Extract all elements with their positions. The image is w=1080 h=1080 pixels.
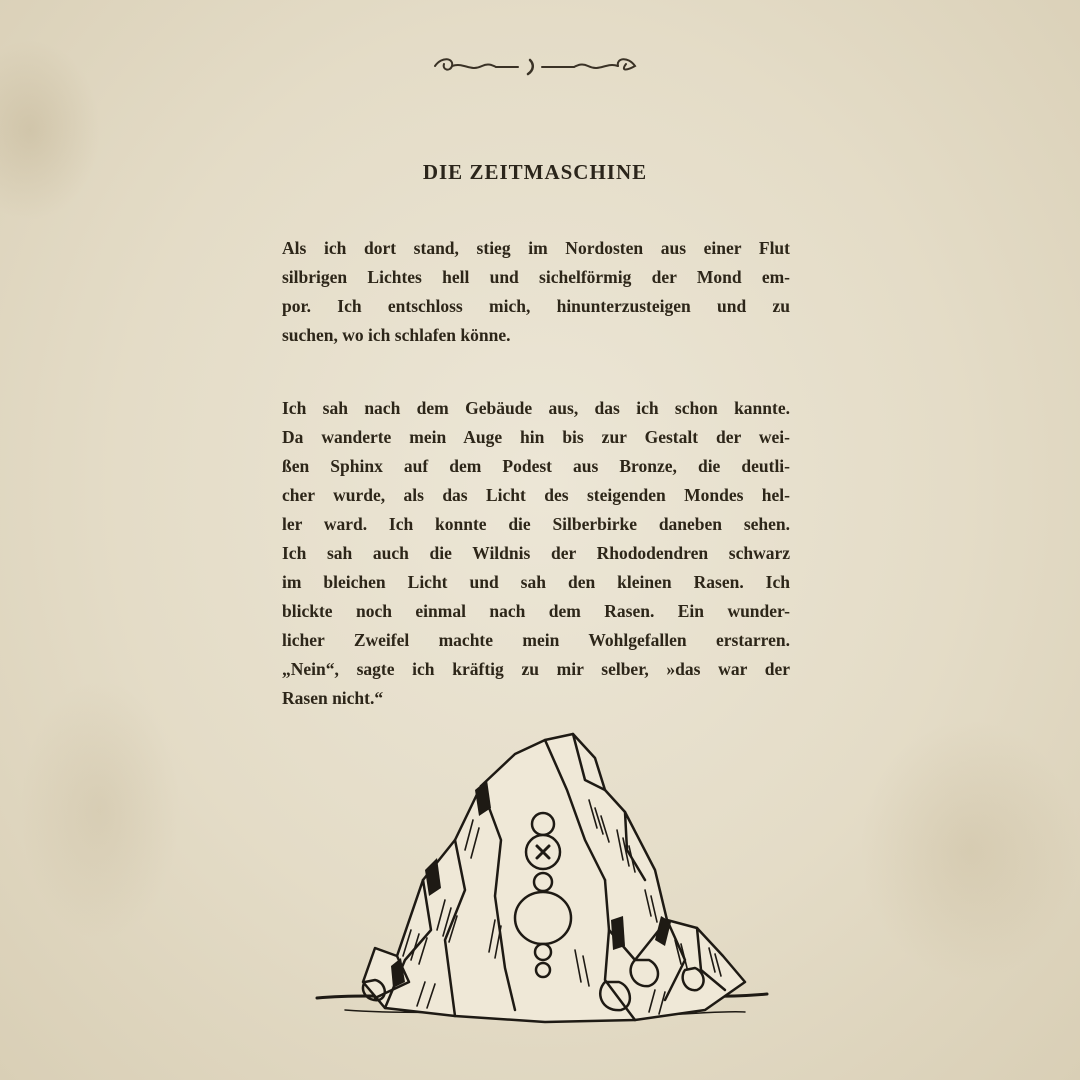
decorative-flourish-icon	[430, 50, 640, 80]
text-line: Rasen nicht.“	[282, 688, 384, 708]
text-line: ßen Sphinx auf dem Podest aus Bronze, die deutli-	[282, 456, 790, 476]
paragraph-2	[282, 394, 790, 713]
paper-stain	[0, 40, 100, 220]
paper-stain	[860, 720, 1080, 980]
text-line: cher wurde, als das Licht des steigenden Mondes hel-	[282, 485, 790, 505]
paragraph-1	[282, 234, 790, 350]
paper-stain	[20, 680, 180, 940]
carved-rock-illustration	[305, 720, 785, 1040]
text-line: „Nein“, sagte ich kräftig zu mir selber, »das war der	[282, 659, 790, 679]
text-line: ler ward. Ich konnte die Silberbirke daneben sehen.	[282, 514, 790, 534]
text-line: por. Ich entschloss mich, hinunterzusteigen und zu	[282, 296, 790, 316]
text-line: suchen, wo ich schlafen könne.	[282, 325, 511, 345]
text-line: im bleichen Licht und sah den kleinen Rasen. Ich	[282, 572, 790, 592]
text-line: Ich sah nach dem Gebäude aus, das ich schon kannte.	[282, 398, 790, 418]
text-line: silbrigen Lichtes hell und sichelförmig der Mond em-	[282, 267, 790, 287]
chapter-title: DIE ZEITMASCHINE	[422, 160, 648, 184]
text-line: Als ich dort stand, stieg im Nordosten aus einer Flut	[282, 238, 790, 258]
text-line: Da wanderte mein Auge hin bis zur Gestalt der wei-	[282, 427, 790, 447]
text-line: blickte noch einmal nach dem Rasen. Ein wunder-	[282, 601, 790, 621]
text-line: licher Zweifel machte mein Wohlgefallen erstarren.	[282, 630, 790, 650]
text-line: Ich sah auch die Wildnis der Rhododendren schwarz	[282, 543, 790, 563]
